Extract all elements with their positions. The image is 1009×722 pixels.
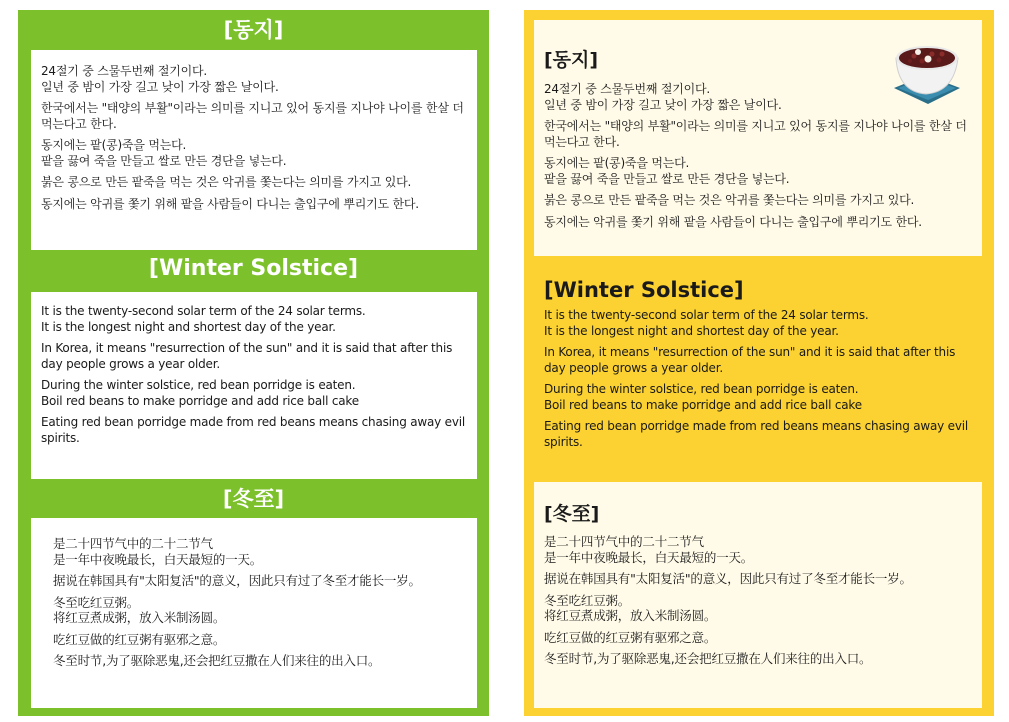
chinese-line: 冬至吃红豆粥。: [53, 594, 140, 610]
korean-paragraph: [544, 215, 970, 231]
english-paragraph: [41, 304, 467, 335]
english-title-right: [Winter Solstice]: [544, 278, 744, 302]
chinese-paragraph: [544, 630, 970, 646]
korean-line: 한국에서는 "태양의 부활"이라는 의미를 지니고 있어 동지를 지나야 나이를 한살 더 먹는다고 한다.: [544, 119, 967, 149]
english-line: Eating red bean porridge made from red beans means chasing away evil spirits.: [41, 415, 466, 445]
chinese-box-left: [31, 518, 477, 708]
chinese-line: 是一年中夜晚最长，白天最短的一天。: [544, 549, 754, 565]
english-line: It is the longest night and shortest day of the year.: [41, 319, 336, 334]
korean-line: 24절기 중 스물두번째 절기이다.: [41, 64, 208, 78]
chinese-line: 冬至吃红豆粥。: [544, 592, 631, 608]
chinese-paragraph: [544, 571, 970, 587]
english-line: In Korea, it means "resurrection of the sun" and it is said that after this day people grows a year older.: [41, 341, 453, 371]
chinese-line: 冬至时节,为了驱除恶鬼,还会把红豆撒在人们来往的出入口。: [544, 651, 872, 666]
chinese-paragraph: [53, 595, 467, 626]
korean-line: 동지에는 팥(콩)죽을 먹는다.: [41, 138, 187, 152]
korean-line: 한국에서는 "태양의 부활"이라는 의미를 지니고 있어 동지를 지나야 나이를 한살 더 먹는다고 한다.: [41, 101, 464, 131]
red-bean-porridge-bowl-icon: [884, 30, 969, 108]
english-line: During the winter solstice, red bean porridge is eaten.: [41, 378, 356, 392]
english-paragraph: [544, 382, 980, 413]
chinese-line: 是二十四节气中的二十二节气: [53, 536, 213, 551]
chinese-title-right: [冬至]: [544, 503, 600, 525]
korean-paragraph: [41, 138, 467, 169]
english-paragraph: [41, 341, 467, 372]
chinese-line: 是一年中夜晚最长，白天最短的一天。: [53, 551, 263, 567]
chinese-line: 据说在韩国具有"太阳复活"的意义，因此只有过了冬至才能长一岁。: [53, 573, 421, 588]
english-line: It is the twenty-second solar term of the 24 solar terms.: [544, 308, 869, 322]
chinese-paragraph: [544, 593, 970, 624]
korean-paragraph: [41, 175, 467, 191]
english-title-left: [Winter Solstice]: [148, 256, 359, 281]
chinese-line: 是二十四节气中的二十二节气: [544, 534, 704, 549]
english-paragraph: [41, 378, 467, 409]
korean-line: 동지에는 팥(콩)죽을 먹는다.: [544, 156, 690, 170]
english-line: Boil red beans to make porridge and add rice ball cake: [544, 397, 862, 412]
korean-line: 붉은 콩으로 만든 팥죽을 먹는 것은 악귀를 쫓는다는 의미를 가지고 있다.: [41, 175, 412, 189]
korean-title-right: [동지]: [544, 49, 599, 71]
korean-line: 일년 중 밤이 가장 길고 낮이 가장 짧은 날이다.: [41, 79, 279, 94]
english-line: Boil red beans to make porridge and add rice ball cake: [41, 393, 359, 408]
english-text-left: [41, 304, 467, 446]
chinese-text-left: [53, 536, 467, 669]
korean-line: 붉은 콩으로 만든 팥죽을 먹는 것은 악귀를 쫓는다는 의미를 가지고 있다.: [544, 193, 915, 207]
korean-paragraph: [544, 156, 970, 187]
korean-box-right: [534, 20, 982, 256]
chinese-paragraph: [53, 653, 467, 669]
english-line: It is the longest night and shortest day of the year.: [544, 323, 839, 338]
english-line: It is the twenty-second solar term of the 24 solar terms.: [41, 304, 366, 318]
english-box-left: [31, 292, 477, 479]
korean-line: 24절기 중 스물두번째 절기이다.: [544, 82, 711, 96]
korean-text-left: [41, 64, 467, 212]
english-paragraph: [544, 345, 980, 376]
chinese-paragraph: [53, 536, 467, 567]
chinese-line: 冬至时节,为了驱除恶鬼,还会把红豆撒在人们来往的出入口。: [53, 653, 381, 668]
chinese-text-right: [544, 534, 970, 667]
english-line: In Korea, it means "resurrection of the sun" and it is said that after this day people grows a year older.: [544, 345, 956, 375]
english-line: During the winter solstice, red bean porridge is eaten.: [544, 382, 859, 396]
chinese-paragraph: [544, 534, 970, 565]
chinese-title-left: [冬至]: [222, 487, 285, 511]
korean-paragraph: [41, 64, 467, 95]
english-text-right: [544, 308, 980, 450]
english-line: Eating red bean porridge made from red beans means chasing away evil spirits.: [544, 419, 969, 449]
chinese-line: 据说在韩国具有"太阳复活"的意义，因此只有过了冬至才能长一岁。: [544, 571, 912, 586]
korean-line: 팥을 끓여 죽을 만들고 쌀로 만든 경단을 넣는다.: [41, 153, 287, 168]
korean-line: 팥을 끓여 죽을 만들고 쌀로 만든 경단을 넣는다.: [544, 171, 790, 186]
english-section-right: [544, 278, 980, 456]
chinese-paragraph: [53, 573, 467, 589]
chinese-line: 将红豆煮成粥，放入米制汤圆。: [544, 608, 717, 623]
korean-paragraph: [41, 197, 467, 213]
english-paragraph: [41, 415, 467, 446]
chinese-line: 将红豆煮成粥，放入米制汤圆。: [53, 610, 226, 625]
korean-paragraph: [544, 119, 970, 150]
korean-title-left: [동지]: [223, 18, 284, 42]
korean-line: 동지에는 악귀를 쫓기 위해 팥을 사람들이 다니는 출입구에 뿌리기도 한다.: [41, 196, 419, 211]
chinese-box-right: [534, 482, 982, 708]
english-paragraph: [544, 419, 980, 450]
english-paragraph: [544, 308, 980, 339]
chinese-paragraph: [544, 651, 970, 667]
korean-box-left: [31, 50, 477, 250]
chinese-line: 吃红豆做的红豆粥有驱邪之意。: [53, 631, 226, 647]
korean-paragraph: [544, 193, 970, 209]
chinese-paragraph: [53, 632, 467, 648]
korean-line: 동지에는 악귀를 쫓기 위해 팥을 사람들이 다니는 출입구에 뿌리기도 한다.: [544, 214, 922, 229]
korean-paragraph: [41, 101, 467, 132]
left-card: [18, 10, 489, 716]
chinese-line: 吃红豆做的红豆粥有驱邪之意。: [544, 629, 717, 645]
right-card: [524, 10, 994, 716]
korean-line: 일년 중 밤이 가장 길고 낮이 가장 짧은 날이다.: [544, 97, 782, 112]
